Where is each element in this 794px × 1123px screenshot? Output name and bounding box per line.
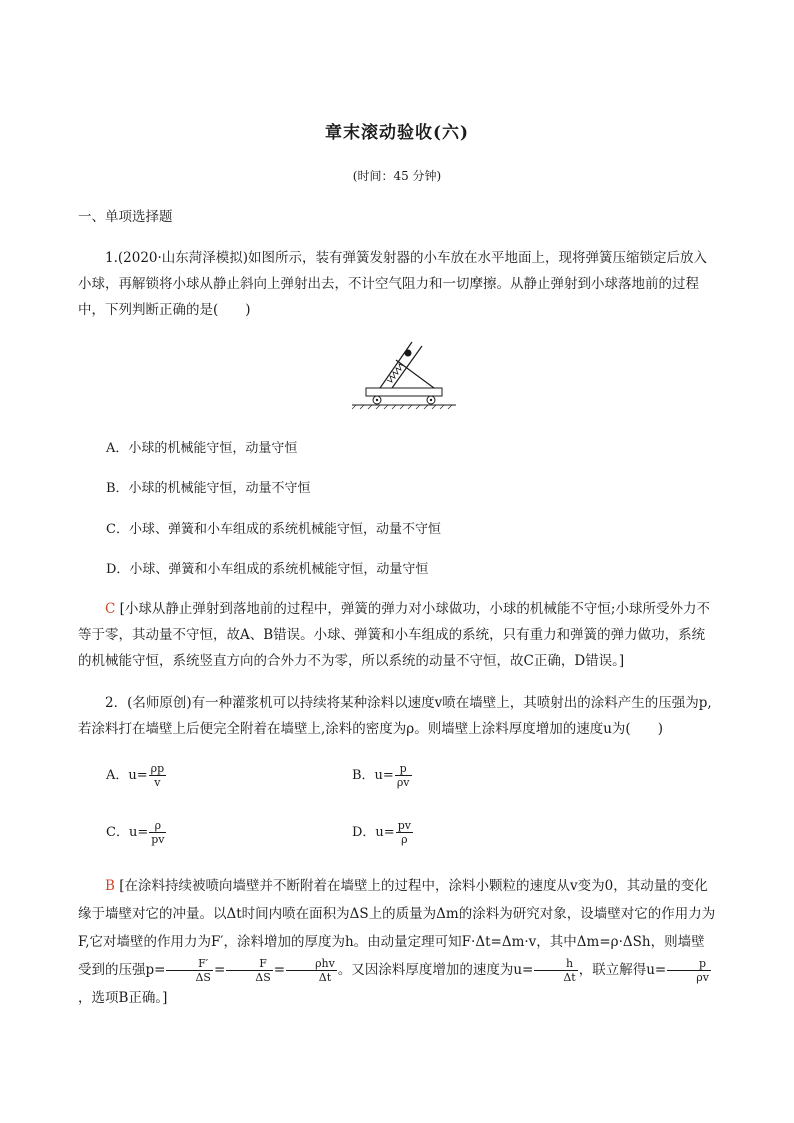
fraction: $\frac{\rho}{pv}$ xyxy=(151,819,165,846)
section-heading: 一、单项选择题 xyxy=(78,209,173,225)
fraction: $\frac{F'}{\Delta S}$ xyxy=(166,957,212,984)
time-limit: (时间：45 分钟) xyxy=(352,169,442,183)
question-1-option-b: B．小球的机械能守恒，动量不守恒 xyxy=(106,481,311,496)
answer-letter: B xyxy=(105,878,115,894)
question-1-option-c: C．小球、弹簧和小车组成的系统机械能守恒，动量不守恒 xyxy=(106,522,441,537)
fraction: $\frac{h}{\Delta t}$ xyxy=(534,957,577,984)
fraction: $\frac{\rho p}{v}$ xyxy=(150,762,165,789)
page-title: 章末滚动验收(六) xyxy=(324,123,470,143)
question-2-stem: 2．(名师原创)有一种灌浆机可以持续将某种涂料以速度v喷在墙壁上，其喷射出的涂料产生的压强为p,若涂料打在墙壁上后便完全附着在墙壁上,涂料的密度为ρ。则墙壁上涂料厚度增加的速度u为( ) xyxy=(78,695,712,737)
question-1-option-d: D．小球、弹簧和小车组成的系统机械能守恒，动量守恒 xyxy=(106,562,429,577)
question-2-option-a: A．u= $\frac{\rho p}{v}$ xyxy=(106,762,165,789)
answer-letter: C xyxy=(105,601,116,617)
question-1-option-a: A．小球的机械能守恒，动量守恒 xyxy=(106,441,298,456)
question-2-option-c: C．u= $\frac{\rho}{pv}$ xyxy=(106,819,165,846)
question-1-stem: 1.(2020·山东菏泽模拟)如图所示，装有弹簧发射器的小车放在水平地面上，现将弹簧压缩锁定后放入小球，再解锁将小球从静止斜向上弹射出去，不计空气阻力和一切摩擦。从静止弹射到小球落地前的过程中，下列判断正确的是( ) xyxy=(78,250,708,318)
question-1-answer xyxy=(78,596,718,674)
fraction: $\frac{pv}{\rho}$ xyxy=(397,819,411,846)
answer-explanation: [小球从静止弹射到落地前的过程中，弹簧的弹力对小球做功，小球的机械能不守恒;小球所受外力不等于零，其动量不守恒，故A、B错误。小球、弹簧和小车组成的系统，只有重力和弹簧的弹力做功，系统的机械能守恒，系统竖直方向的合外力不为零，所以系统的动量不守恒，故C正确，D错误。] xyxy=(78,601,710,669)
fraction: $\frac{p}{\rho v}$ xyxy=(667,957,711,984)
question-2-option-d: D．u= $\frac{pv}{\rho}$ xyxy=(352,819,411,846)
question-2-option-b: B．u= $\frac{p}{\rho v}$ xyxy=(352,762,410,789)
fraction: $\frac{F}{\Delta S}$ xyxy=(226,957,272,984)
fraction: $\frac{p}{\rho v}$ xyxy=(396,762,410,789)
fraction: $\frac{\text{ρhv}}{\Delta t}$ xyxy=(286,957,337,984)
question-2-answer: B [在涂料持续被喷向墙壁并不断附着在墙壁上的过程中，涂料小颗粒的速度从v变为0，其动量的变化缘于墙壁对它的冲量。以Δt时间内喷在面积为ΔS上的质量为Δm的涂料为研究对象，设墙壁对它的作用力为F,它对墙壁的作用力为F′，涂料增加的厚度为h。由动量定理可知F·Δt=Δm·v，其中Δm=ρ·ΔSh，则墙壁受到的压强p= $\frac{F'}{\Delta S}$ = $\frac{F}{\Delta S}$ = $\frac{\text{ρhv}}{\Delta t}$ 。又因涂料厚度增加的速度为u= $\frac{h}{\Delta t}$ ，联立解得u= $\frac{p}{\rho v}$ ，选项B正确。] xyxy=(78,878,716,1006)
spring-launcher-cart-figure xyxy=(352,338,456,410)
